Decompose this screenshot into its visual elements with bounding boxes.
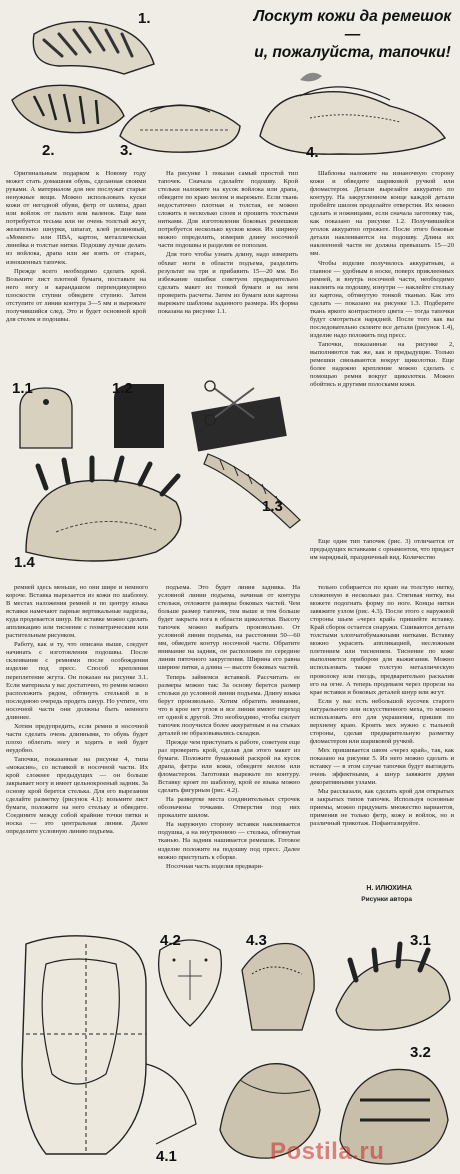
text-column-6	[158, 584, 300, 918]
figure-label-1-2: 1.2	[112, 380, 133, 397]
paragraph: Прежде всего необходимо сделать крой. Возьмите лист плотной бумаги, поставьте на него ногу и карандашом перпендикулярно плоскости ступни обведите ступню. Затем отступите от линии контура 3—5 мм и вырежьте получившийся след. Это и будет основной крой для стелек и подошвы.	[6, 267, 146, 323]
paragraph: На рисунке 1 показан самый простой тип тапочек. Сначала сделайте подошву. Крой стельки наложите на кусок войлока или драпа, обведите по краю мелом и вырежьте. Если ткань недостаточно плотная и толстая, ее можно сложить в несколько слоев и прошить толстыми нитками. Для изготовления боковых ремешков потребуется несколько кусков кожи. Их ширину можно определить, измерив длину носочной части подошвы и разделив ее пополам.	[158, 170, 298, 250]
paragraph: На развертке места соединительных строчек обозначены точками. Отверстия под них прокалите шилом.	[158, 796, 300, 820]
paragraph: подъема. Это будет линия задника. На условной линии подъема, начиная от контура стельки, отложите размеры боковых частей. Чем больше размер тапочек, тем выше и тем больше будет закрыта нога в области щиколотки. Высоту тапочек можно выбрать произвольно. От условной линии подъема, на расстоянии 50—60 мм, обведите контур носочной части. Обратите внимание на задник, он расположен по середине линии пяточного закругления. Ширина его равна ширине пятки, а длина — высоте боковых частей.	[158, 584, 300, 672]
figure-label-4-3: 4.3	[246, 932, 267, 949]
paragraph: Шаблоны наложите на изнаночную сторону кожи и обведите шариковой ручкой или фломастером. Детали вырезайте аккуратно по контуру. На закругленном конце каждой детали пробейте шилом проделайте отверстия. Их можно сделать и ножницами, если сначала заготовку так, как показано на рисунке 1.2. Получившийся уголок аккуратно отрежьте. После этого боковые детали наклеиваются на подошву. Длина их наклеенной части не должна превышать 15—20 мм.	[310, 170, 454, 258]
watermark-logo: Postila.ru	[270, 1138, 385, 1165]
paragraph: Прежде чем приступать к работе, советуем еще раз проверить крой, сделав для этого макет из бумаги. Положите бумажный раскрой на кусок драпа, фетра или кожи, обведите мелом или фломастером. Заготовки вырежьте по контуру. Вставку кроят по шаблону, крой ее языка можно сделать фигурным (рис. 4.2).	[158, 738, 300, 795]
figure-label-1: 1.	[138, 10, 151, 27]
figure-1-4-assembly	[6, 452, 202, 576]
figure-3-1-lacing	[326, 930, 456, 1040]
paragraph: Тапочки, показанные на рисунке 2, выполняются так же, как и предыдущие. Только ремешки связываются вокруг щиколотки. Еще более надежно крепление можно сделать с помощью ремня вокруг щиколотки. Можно обойтись и другими полосками кожи.	[310, 340, 454, 389]
paragraph: Работу, как и ту, что описана выше, следует начинать с изготовления подошвы. После склеивания с ремнями после особождения изделие под пресс. Способ крепления переплетение жгута. Он показан на рисунке 3.1. Если материала у вас достаточно, то ремни можно расположить рядом, обтянуть стелькой и в последнюю очередь продеть шнур. Но учтите, что носочной части они должны быть немного длиннее.	[6, 641, 148, 721]
figure-1-3-lining	[200, 440, 310, 530]
title-line-1: Лоскут кожи да ремешок —	[253, 8, 452, 43]
figure-label-3-2: 3.2	[410, 1044, 431, 1061]
text-column-5	[6, 584, 148, 918]
text-column-3	[310, 170, 454, 530]
author-name: Н. ИЛЮХИНА	[366, 885, 412, 892]
figure-label-4-1: 4.1	[156, 1148, 177, 1165]
figure-label-4-2: 4.2	[160, 932, 181, 949]
article-title	[250, 8, 455, 62]
text-column-1	[6, 170, 146, 368]
paragraph: Тапочки, показанные на рисунке 4, типа «мокасин», со вставкой в носочной части. Их крой сложнее предыдущих — он больше закрывает ногу и имеет цельнокроеный задник. За основу крой берется стелька. Для его вырезания сделайте разметку (рисунок 4.1): возьмите лист бумаги, положите на него стельку и обведите. Соедините между собой крайние точки пятки и носка — это центральная линия. Далее определите условную линию подъема.	[6, 755, 148, 836]
figure-label-3: 3.	[120, 142, 133, 159]
illustration-credit: Рисунки автора	[361, 896, 412, 903]
text-column-4	[310, 538, 454, 580]
figure-4-moccasin	[240, 66, 456, 162]
paragraph: Чтобы изделие получилось аккуратным, а главное — удобным в носке, поверх приклеенных ремней, и внутрь носочной части, необходимо наклеить на подошву, изнутри — наклейте стельку из картона, обтянутую тонкой тканью. Как это сделать — показано на рисунке 1.3. Подберите ткань яркого контрастного цвета — тогда тапочки будут смотреться нарядней. После того как вы последовательно склеите все детали (рисунок 1.4), изделие надо положить под пресс.	[310, 259, 454, 339]
figure-label-3-1: 3.1	[410, 932, 431, 949]
text-column-7	[310, 584, 454, 880]
paragraph: Для того чтобы узнать длину, надо измерить обхват ноги в области подъема, разделить результат на три и прибавить 15—20 мм. Во избежание ошибки советуем предварительно сделать макет из тонкой бумаги и на нем проверить расчеты. Затем из бумаги или картона вырежьте шаблоны заданного размера. Их форма показана на рисунке 1.1.	[158, 251, 298, 315]
paragraph: На наружную сторону вставки наклеивается подушка, а на внутреннюю — стелька, обтянутая тканью. На задник нашивается ремешок. Готовое изделие положите на подошву под пресс. Далее можно приступать к сборке.	[158, 821, 300, 861]
paragraph: ремней здесь меньше, но они шире и немного короче. Вставка вырезается из кожи по шаблону. В местах наложения ремней и по центру языка вставки намечают парные вертикальные надрезы, куда продевается шнур. Не вставке можно сделать аппликацию или тиснение с геометрическим или растительным рисунком.	[6, 584, 148, 640]
figure-label-1-1: 1.1	[12, 380, 33, 397]
text-column-2	[158, 170, 298, 368]
figure-label-1-3: 1.3	[262, 498, 283, 515]
paragraph: Мех пришивается швом «через край», так, как показано на рисунке 5. Из него можно сделать и вставку — в этом случае тапочки будут выглядеть очень эффектными, а шнур завяжите двумя декоративными узлами.	[310, 746, 454, 787]
paragraph: Носочная часть изделия предвари-	[166, 862, 264, 870]
paragraph: Мы рассказали, как сделать крой для открытых и закрытых типов тапочек. Используя основные приемы, можно придумать множество вариантов, применив не только фетр, кожу и войлок, но и различный трикотаж. Пофантазируйте.	[310, 788, 454, 828]
figure-label-1-4: 1.4	[14, 554, 35, 571]
paragraph: Еще один тип тапочек (рис. 3) отличается от предыдущих вставками с орнаментом, что придаст им нарядный, праздничный вид. Количество	[310, 538, 454, 562]
paragraph: Теперь займемся вставкой. Рассчитать ее размеры можно так: За основу берется размер стельки до условной линии подъема. Длину языка берут произвольно. Хотим обратить внимание, что в крое нет углов и все линии имеют переход от одной к другой. Это необходимо, чтобы силует тапочек получился более аккуратным и на стыках деталей не образовывались складки.	[158, 673, 300, 737]
title-line-2: и, пожалуйста, тапочки!	[254, 44, 451, 61]
paragraph: Оригинальным подарком к Новому году может стать домашняя обувь, сделанная своими руками. А материалом для нее послужат старые ненужные вещи. Можно использовать куски кожи от негодной обуви, фетр от шляпы, драп или войлок от пальто или валенок. Еще вам потребуется тесьма или не очень толстый жгут, желательно шнурки, шпагат, клей резиновый, «Момент» или ПВА, картон, металлическая линейка и толстые нитки. Подошву лучше делать из войлока, драпа или же взять от старых, изношенных тапочек.	[6, 170, 146, 266]
figure-label-2: 2.	[42, 142, 55, 159]
paragraph: Хотим предупредить, если ремни в носочной части сделать очень длинными, то обувь будет плохо облегать ногу и ходить в ней будет неудобно.	[6, 722, 148, 754]
paragraph: тельно собирается по краю на толстую нитку, сложенную в несколько раз. Стягивая нитку, вы можете подогнать форму по ноге. Концы нитки завяжите узлом (рис. 4.3). После этого с наружной стороны шьем «через край» пришейте вставку. Край сборок остается снаружи. Сшиваются детали толстыми хлопчатобумажными нитками. Вставку можно украсить аппликацией, несложным плетением или тиснением. Тиснение по коже выполняется прибором для выжигания. Можно использовать также толстую металлическую проволоку или гвоздь, предварительно раскалив его на огне. А теперь продеваем через прорези на крае вставки и боковых деталей шнур или жгут.	[310, 584, 454, 696]
paragraph: Если у вас есть небольшой кусочек старого натурального или искусственного меха, то можно использовать его для украшения, пришив по верхнему краю. Кроить мех нужно с тыльной стороны, сделав предварительную разметку фломастером или шариковой ручкой.	[310, 697, 454, 745]
figure-label-4: 4.	[306, 144, 319, 161]
